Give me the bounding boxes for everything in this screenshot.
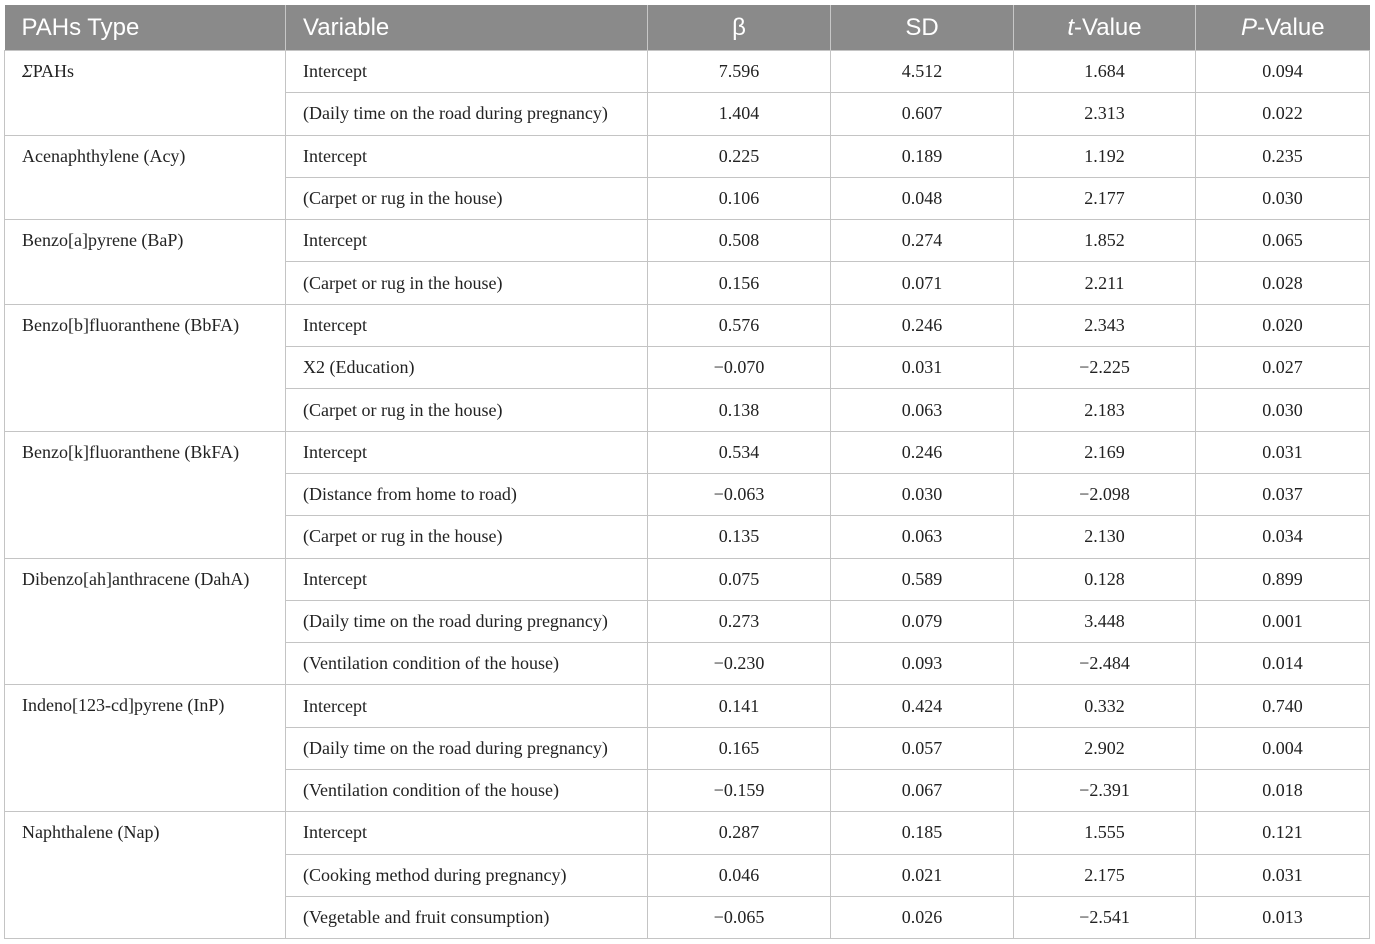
p-value-cell: 0.020 <box>1196 304 1370 346</box>
t-value-cell: 1.684 <box>1014 51 1196 93</box>
header-variable: Variable <box>286 5 648 51</box>
t-value-cell: −2.225 <box>1014 347 1196 389</box>
variable-cell: (Carpet or rug in the house) <box>286 262 648 304</box>
header-pahs-type: PAHs Type <box>5 5 286 51</box>
variable-cell: Intercept <box>286 685 648 727</box>
t-value-cell: 2.902 <box>1014 727 1196 769</box>
variable-cell: (Carpet or rug in the house) <box>286 177 648 219</box>
p-value-cell: 0.235 <box>1196 135 1370 177</box>
sd-cell: 0.021 <box>831 854 1014 896</box>
sd-cell: 0.246 <box>831 431 1014 473</box>
table-header <box>5 5 1370 51</box>
variable-cell: (Daily time on the road during pregnancy) <box>286 93 648 135</box>
variable-cell: (Carpet or rug in the house) <box>286 389 648 431</box>
variable-cell: (Carpet or rug in the house) <box>286 516 648 558</box>
sd-cell: 0.093 <box>831 643 1014 685</box>
header-row <box>5 5 1370 51</box>
p-value-cell: 0.027 <box>1196 347 1370 389</box>
beta-cell: 0.576 <box>648 304 831 346</box>
beta-cell: 0.138 <box>648 389 831 431</box>
t-value-cell: 0.332 <box>1014 685 1196 727</box>
sd-cell: 0.185 <box>831 812 1014 854</box>
sd-cell: 0.274 <box>831 220 1014 262</box>
t-value-cell: 2.130 <box>1014 516 1196 558</box>
variable-cell: Intercept <box>286 51 648 93</box>
pahs-type-label: Benzo[k]fluoranthene (BkFA) <box>22 441 240 462</box>
beta-cell: 0.156 <box>648 262 831 304</box>
beta-cell: 0.287 <box>648 812 831 854</box>
t-value-cell: 1.852 <box>1014 220 1196 262</box>
header-t-value <box>1014 5 1196 51</box>
regression-table <box>4 5 1370 939</box>
p-value-cell: 0.030 <box>1196 389 1370 431</box>
beta-cell: −0.230 <box>648 643 831 685</box>
table-row <box>5 685 1370 727</box>
sd-cell: 0.424 <box>831 685 1014 727</box>
pahs-type-label: PAHs <box>32 61 75 81</box>
t-value-cell: 0.128 <box>1014 558 1196 600</box>
beta-cell: −0.063 <box>648 473 831 515</box>
table-row <box>5 135 1370 177</box>
t-value-cell: 2.211 <box>1014 262 1196 304</box>
beta-cell: −0.159 <box>648 770 831 812</box>
header-t-suffix: -Value <box>1074 13 1142 41</box>
sd-cell: 0.031 <box>831 347 1014 389</box>
beta-cell: 0.141 <box>648 685 831 727</box>
regression-table-container <box>4 5 1369 939</box>
p-value-cell: 0.014 <box>1196 643 1370 685</box>
table-row <box>5 220 1370 262</box>
p-value-cell: 0.031 <box>1196 431 1370 473</box>
p-value-cell: 0.013 <box>1196 896 1370 938</box>
sigma-symbol: Σ <box>22 61 33 81</box>
header-beta: β <box>648 5 831 51</box>
pahs-type-cell <box>5 558 286 685</box>
t-value-cell: 1.555 <box>1014 812 1196 854</box>
p-value-cell: 0.030 <box>1196 177 1370 219</box>
sd-cell: 0.030 <box>831 473 1014 515</box>
t-value-cell: −2.484 <box>1014 643 1196 685</box>
p-value-cell: 0.094 <box>1196 51 1370 93</box>
p-value-cell: 0.037 <box>1196 473 1370 515</box>
variable-cell: (Distance from home to road) <box>286 473 648 515</box>
beta-cell: 1.404 <box>648 93 831 135</box>
sd-cell: 0.589 <box>831 558 1014 600</box>
sd-cell: 4.512 <box>831 51 1014 93</box>
beta-cell: −0.065 <box>648 896 831 938</box>
variable-cell: Intercept <box>286 135 648 177</box>
t-value-cell: −2.541 <box>1014 896 1196 938</box>
sd-cell: 0.067 <box>831 770 1014 812</box>
t-value-cell: −2.098 <box>1014 473 1196 515</box>
p-value-cell: 0.121 <box>1196 812 1370 854</box>
variable-cell: (Daily time on the road during pregnancy) <box>286 600 648 642</box>
p-value-cell: 0.022 <box>1196 93 1370 135</box>
sd-cell: 0.048 <box>831 177 1014 219</box>
pahs-type-label: Benzo[a]pyrene (BaP) <box>22 230 184 251</box>
variable-cell: (Cooking method during pregnancy) <box>286 854 648 896</box>
pahs-type-label: Acenaphthylene (Acy) <box>22 145 186 166</box>
p-value-cell: 0.001 <box>1196 600 1370 642</box>
beta-cell: 0.046 <box>648 854 831 896</box>
header-p-value <box>1196 5 1370 51</box>
beta-cell: 0.225 <box>648 135 831 177</box>
header-sd: SD <box>831 5 1014 51</box>
sd-cell: 0.246 <box>831 304 1014 346</box>
pahs-type-cell <box>5 431 286 558</box>
sd-cell: 0.079 <box>831 600 1014 642</box>
table-row <box>5 51 1370 93</box>
pahs-type-cell <box>5 812 286 939</box>
pahs-type-cell <box>5 685 286 812</box>
sd-cell: 0.607 <box>831 93 1014 135</box>
p-value-cell: 0.034 <box>1196 516 1370 558</box>
t-value-cell: 2.175 <box>1014 854 1196 896</box>
pahs-type-label: Naphthalene (Nap) <box>22 822 160 843</box>
table-row <box>5 812 1370 854</box>
pahs-type-cell <box>5 135 286 220</box>
pahs-type-cell <box>5 51 286 136</box>
table-row <box>5 304 1370 346</box>
beta-cell: 0.534 <box>648 431 831 473</box>
variable-cell: (Vegetable and fruit consumption) <box>286 896 648 938</box>
variable-cell: Intercept <box>286 304 648 346</box>
pahs-type-label: Benzo[b]fluoranthene (BbFA) <box>22 314 240 335</box>
sd-cell: 0.071 <box>831 262 1014 304</box>
variable-cell: (Daily time on the road during pregnancy) <box>286 727 648 769</box>
beta-cell: 0.508 <box>648 220 831 262</box>
pahs-type-cell <box>5 220 286 305</box>
variable-cell: (Ventilation condition of the house) <box>286 643 648 685</box>
beta-cell: 0.075 <box>648 558 831 600</box>
variable-cell: Intercept <box>286 558 648 600</box>
pahs-type-label: Dibenzo[ah]anthracene (DahA) <box>22 568 250 589</box>
sd-cell: 0.057 <box>831 727 1014 769</box>
p-value-cell: 0.031 <box>1196 854 1370 896</box>
beta-cell: 0.165 <box>648 727 831 769</box>
t-value-cell: 1.192 <box>1014 135 1196 177</box>
variable-cell: (Ventilation condition of the house) <box>286 770 648 812</box>
table-body <box>5 51 1370 939</box>
t-value-cell: 2.313 <box>1014 93 1196 135</box>
pahs-type-label: Indeno[123-cd]pyrene (InP) <box>22 695 225 716</box>
table-row <box>5 431 1370 473</box>
header-p-italic: P <box>1240 13 1257 41</box>
beta-cell: 7.596 <box>648 51 831 93</box>
beta-cell: 0.106 <box>648 177 831 219</box>
variable-cell: Intercept <box>286 431 648 473</box>
t-value-cell: −2.391 <box>1014 770 1196 812</box>
header-t-italic: t <box>1067 13 1075 41</box>
beta-cell: −0.070 <box>648 347 831 389</box>
variable-cell: X2 (Education) <box>286 347 648 389</box>
p-value-cell: 0.899 <box>1196 558 1370 600</box>
t-value-cell: 3.448 <box>1014 600 1196 642</box>
sd-cell: 0.063 <box>831 516 1014 558</box>
t-value-cell: 2.177 <box>1014 177 1196 219</box>
p-value-cell: 0.028 <box>1196 262 1370 304</box>
p-value-cell: 0.065 <box>1196 220 1370 262</box>
beta-cell: 0.135 <box>648 516 831 558</box>
p-value-cell: 0.740 <box>1196 685 1370 727</box>
t-value-cell: 2.343 <box>1014 304 1196 346</box>
header-p-suffix: -Value <box>1256 13 1325 41</box>
p-value-cell: 0.004 <box>1196 727 1370 769</box>
sd-cell: 0.189 <box>831 135 1014 177</box>
variable-cell: Intercept <box>286 220 648 262</box>
pahs-type-cell <box>5 304 286 431</box>
t-value-cell: 2.169 <box>1014 431 1196 473</box>
sd-cell: 0.026 <box>831 896 1014 938</box>
variable-cell: Intercept <box>286 812 648 854</box>
sd-cell: 0.063 <box>831 389 1014 431</box>
t-value-cell: 2.183 <box>1014 389 1196 431</box>
table-row <box>5 558 1370 600</box>
p-value-cell: 0.018 <box>1196 770 1370 812</box>
beta-cell: 0.273 <box>648 600 831 642</box>
